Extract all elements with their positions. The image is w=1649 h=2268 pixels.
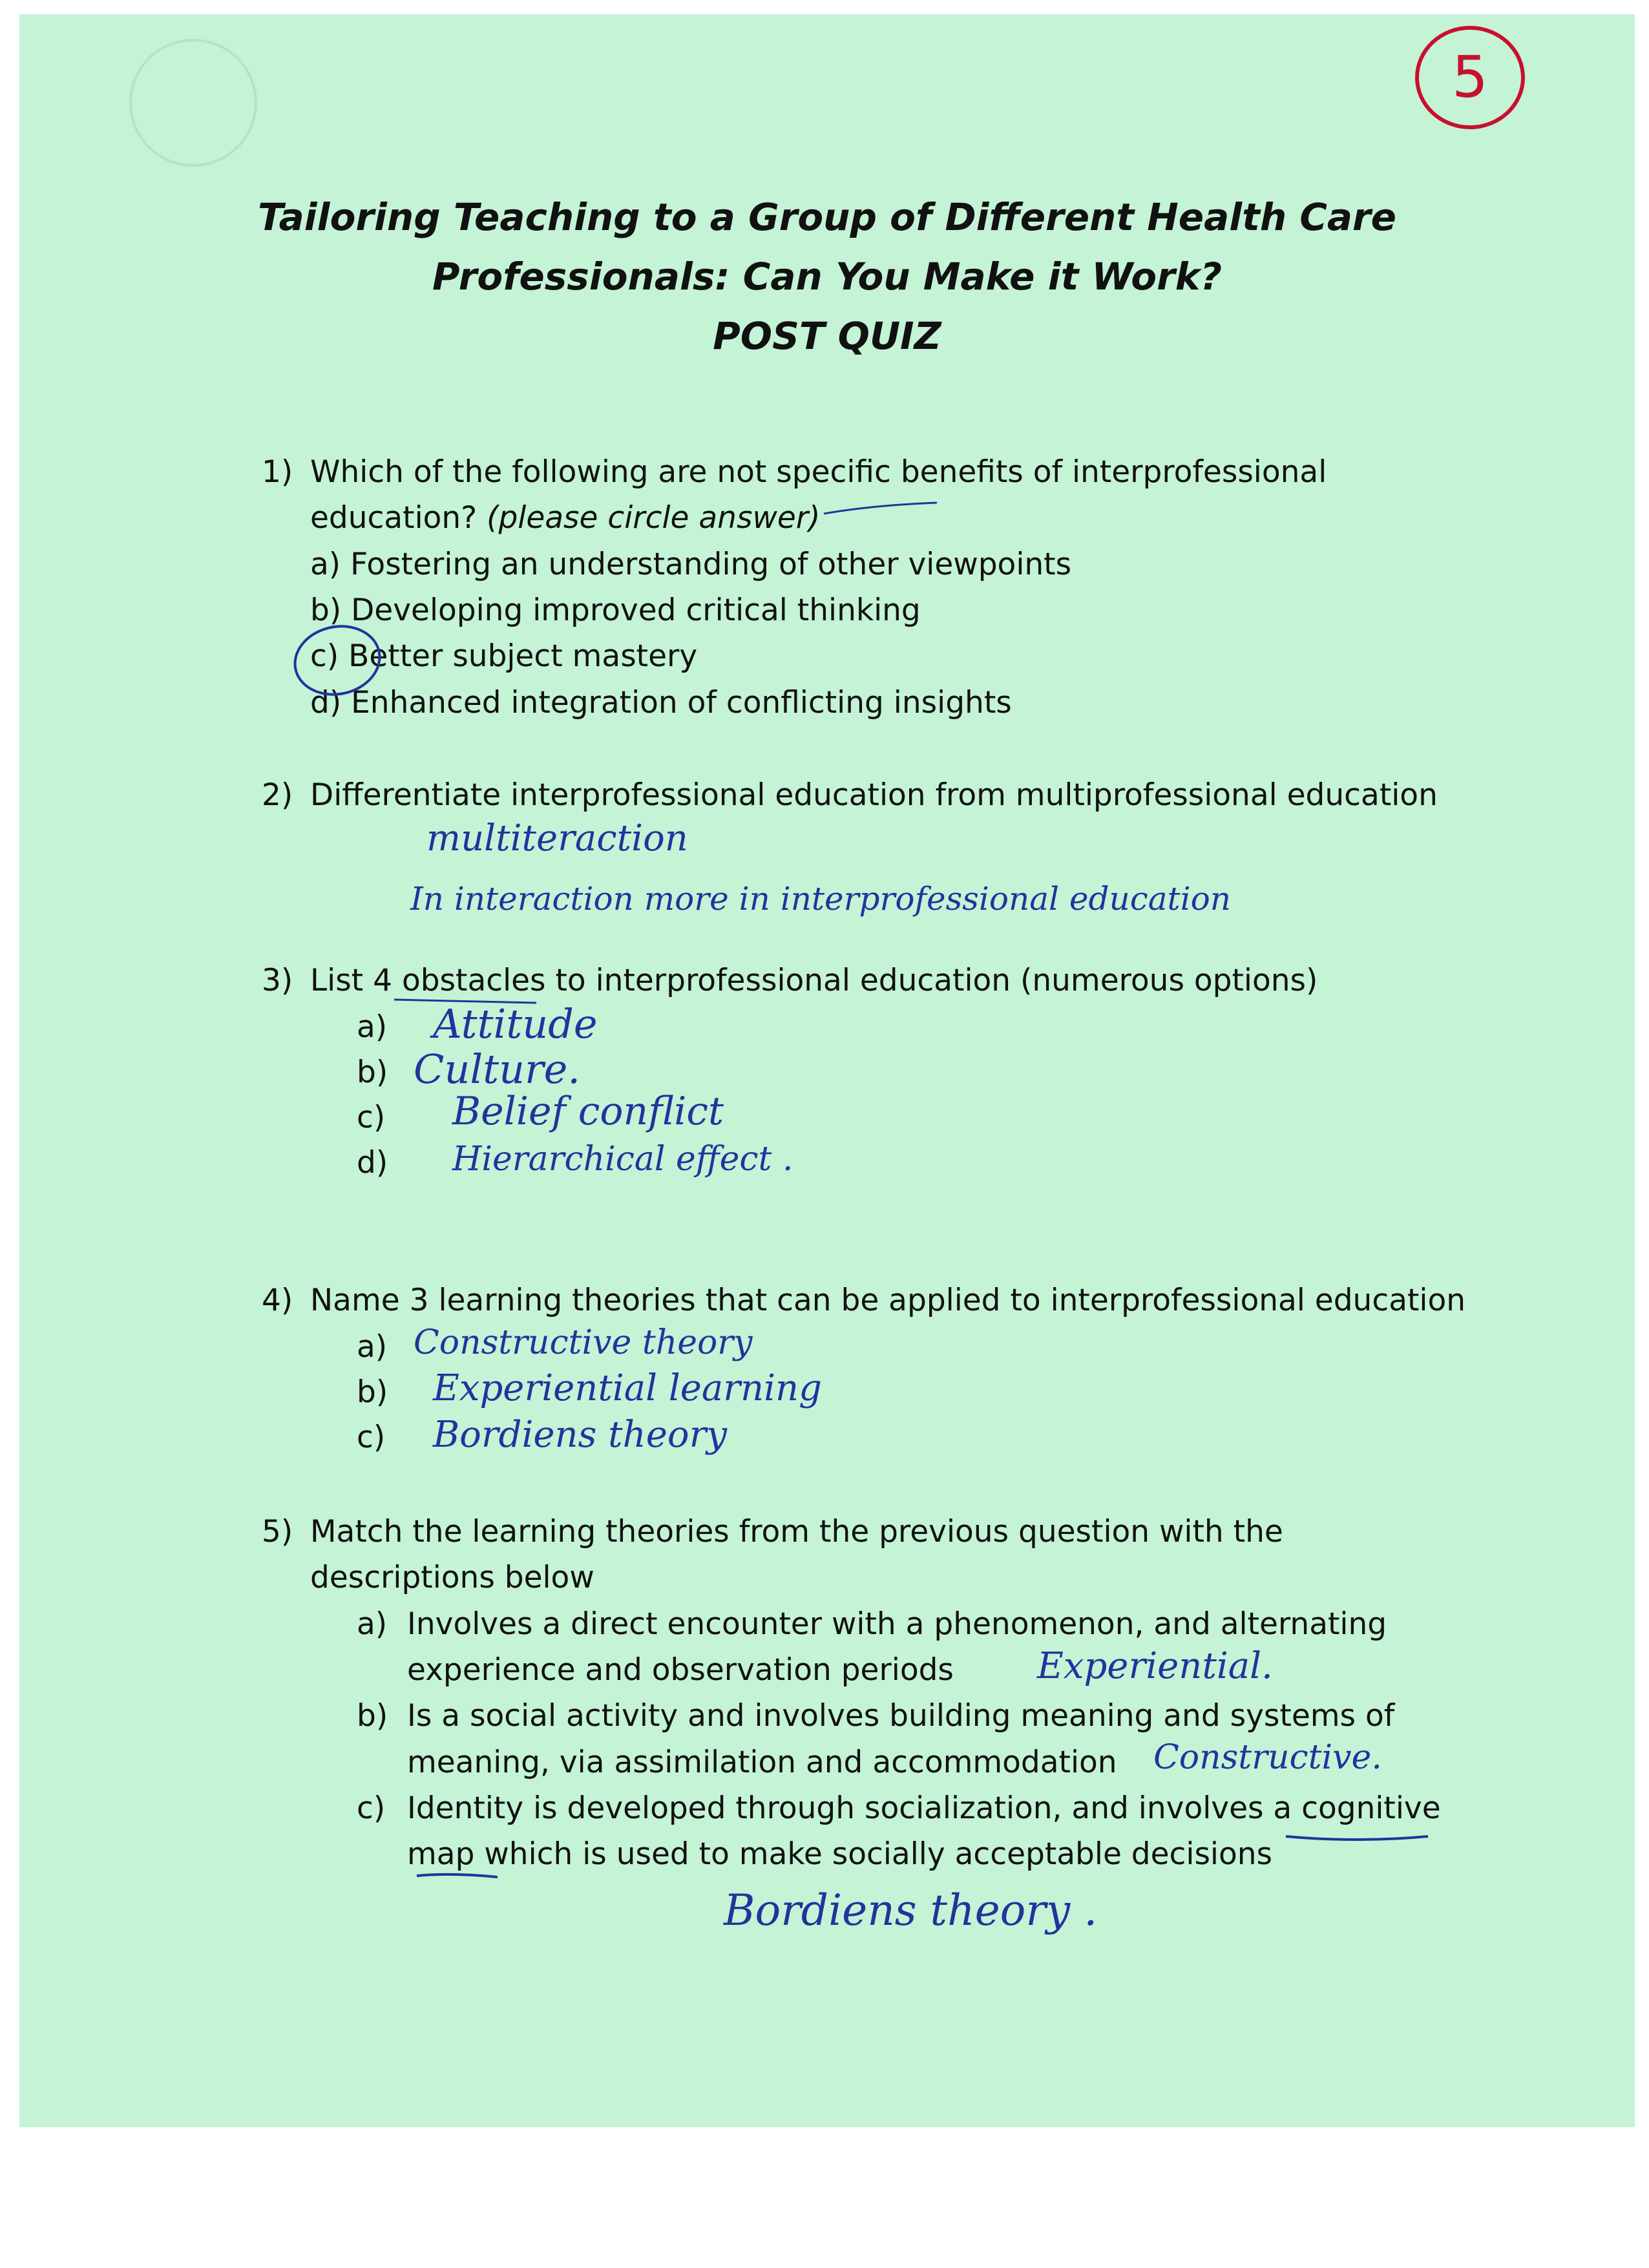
q4-number: 4) [262,1283,293,1318]
q5-item-b-line1: Is a social activity and involves building meaning and systems of [407,1698,1395,1734]
q3-label-d: d) [357,1145,388,1181]
q2-handwritten-answer-line1: multiteraction [426,817,688,859]
q4-label-b: b) [357,1374,388,1410]
underline-cognitive-mark [1286,1836,1428,1840]
q5-item-a-line1: Involves a direct encounter with a phenomenon, and alternating [407,1606,1387,1642]
q4-answer-c: Bordiens theory [433,1414,727,1456]
q3-answer-c: Belief conflict [452,1089,724,1134]
q4-answer-b: Experiential learning [433,1367,822,1409]
q1-text: Which of the following are not specific benefits of interprofessional [310,454,1327,490]
q5-item-b-line2: meaning, via assimilation and accommodation [407,1745,1117,1780]
q5-label-b: b) [357,1698,388,1734]
q4-text: Name 3 learning theories that can be applied to interprofessional education [310,1283,1466,1318]
q1-instruction: (please circle answer) [487,500,821,536]
q1-number: 1) [262,454,293,490]
q5-answer-c: Bordiens theory . [724,1885,1098,1935]
title-line-1: Tailoring Teaching to a Group of Different Health Care [257,195,1396,239]
q3-text: List 4 obstacles to interprofessional education (numerous options) [310,963,1318,998]
q3-answer-d: Hierarchical effect . [452,1140,793,1179]
answer-circle-mark [289,618,386,702]
q1-option-c[interactable]: c) Better subject mastery [310,638,698,674]
q4-label-a: a) [357,1329,388,1365]
q4-answer-a: Constructive theory [414,1323,753,1362]
score-value: 5 [1452,44,1488,110]
q3-number: 3) [262,963,293,998]
q5-item-c-line2: map which is used to make socially acceptable decisions [407,1836,1273,1872]
underline-obstacles-mark [394,1000,536,1003]
q2-number: 2) [262,777,293,813]
q3-label-c: c) [357,1100,386,1135]
q1-option-a[interactable]: a) Fostering an understanding of other viewpoints [310,547,1072,582]
q5-number: 5) [262,1514,293,1549]
q2-text: Differentiate interprofessional education from multiprofessional education [310,777,1438,813]
title-line-3: POST QUIZ [713,314,941,358]
q5-item-a-line2: experience and observation periods [407,1652,954,1688]
underline-map-mark [417,1874,498,1877]
underline-answer-mark [824,503,937,514]
q5-text: Match the learning theories from the previous question with the [310,1514,1283,1549]
q3-label-a: a) [357,1009,388,1045]
q5-text-line2: descriptions below [310,1560,594,1595]
title-line-2: Professionals: Can You Make it Work? [432,255,1222,299]
q5-answer-b: Constructive. [1153,1738,1382,1777]
q3-label-b: b) [357,1055,388,1090]
q5-answer-a: Experiential. [1037,1645,1273,1687]
q1-text-continued: education? [310,500,478,536]
q5-item-c-line1: Identity is developed through socialization, and involves a cognitive [407,1790,1441,1826]
q5-label-c: c) [357,1790,386,1826]
q4-label-c: c) [357,1420,386,1455]
q1-option-d[interactable]: d) Enhanced integration of conflicting insights [310,685,1012,720]
q5-label-a: a) [357,1606,388,1642]
q3-answer-a: Attitude [433,1000,598,1047]
q1-option-b[interactable]: b) Developing improved critical thinking [310,593,921,628]
q3-answer-b: Culture. [414,1045,581,1093]
q2-handwritten-answer-line2: In interaction more in interprofessional education [410,880,1231,918]
